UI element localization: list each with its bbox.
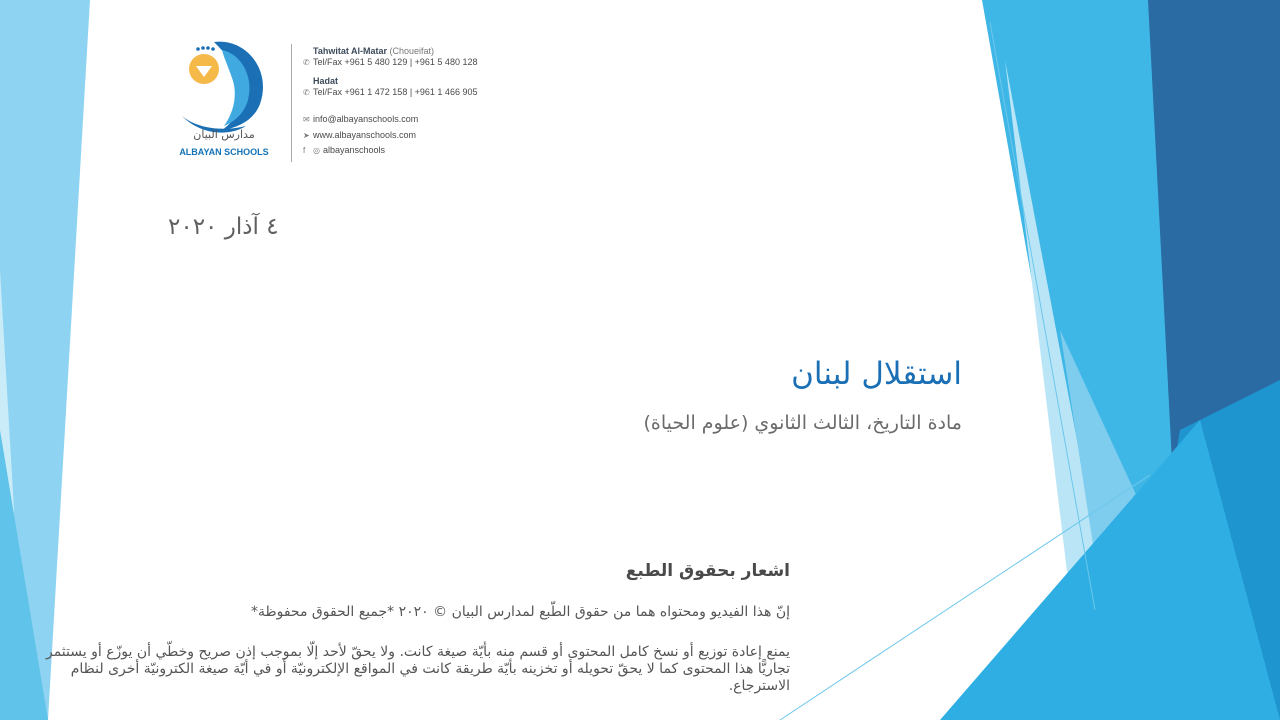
logo-english-name: ALBAYAN SCHOOLS bbox=[179, 147, 269, 157]
contact-email[interactable] bbox=[303, 114, 418, 125]
branch1-phone-text: Tel/Fax +961 5 480 129 | +961 5 480 128 bbox=[313, 57, 478, 67]
slide-title: استقلال لبنان bbox=[791, 356, 962, 392]
phone-icon: ✆ bbox=[303, 58, 310, 67]
copyright-line-1: إنّ هذا الفيديو ومحتواه هما من حقوق الطّبع لمدارس البيان © ٢٠٢٠ *جميع الحقوق محفوظة* bbox=[250, 604, 790, 620]
contact-branch2-phones bbox=[303, 87, 477, 98]
copyright-line-2: يمنع إعادة توزيع أو نسخ كامل المحتوى أو قسم منه بأيّة صيغة كانت. ولا يحقّ لأحد إلّا بموجب إذن صريح وخطّي أن يوزّع أو يستثمر تجاريًّا هذا المحتوى كما لا يحقّ تحويله أو تخزينه بأيّة طريقة كانت في المواقع الإلكترونيّة أو في أيّة صيغة الكترونيّة أخرى لنظام الاسترجاع. bbox=[45, 644, 790, 694]
logo-arabic-name: مدارس البيان bbox=[193, 128, 255, 141]
albayan-logo-icon bbox=[176, 36, 272, 162]
contact-website[interactable] bbox=[303, 130, 416, 141]
contact-social[interactable] bbox=[303, 145, 385, 156]
slide-date: ٤ آذار ٢٠٢٠ bbox=[168, 214, 279, 240]
email-text[interactable]: info@albayanschools.com bbox=[313, 114, 419, 124]
instagram-icon: ◎ bbox=[313, 146, 320, 155]
contact-branch1-title bbox=[303, 46, 434, 57]
social-text[interactable]: albayanschools bbox=[323, 145, 386, 155]
website-text[interactable]: www.albayanschools.com bbox=[313, 130, 417, 140]
header-divider bbox=[291, 44, 292, 162]
branch1-area: (Choueifat) bbox=[389, 46, 435, 56]
branch2-name: Hadat bbox=[313, 76, 339, 86]
branch2-phone-text: Tel/Fax +961 1 472 158 | +961 1 466 905 bbox=[313, 87, 478, 97]
slide-subtitle: مادة التاريخ، الثالث الثانوي (علوم الحياة) bbox=[643, 412, 962, 434]
branch1-name: Tahwitat Al-Matar bbox=[313, 46, 388, 56]
mail-icon: ✉ bbox=[303, 115, 310, 124]
contact-branch1-phones bbox=[303, 57, 477, 68]
contact-branch2-title bbox=[303, 76, 338, 87]
phone-icon: ✆ bbox=[303, 88, 310, 97]
cursor-icon: ➤ bbox=[303, 131, 310, 140]
copyright-heading: اشعار بحقوق الطبع bbox=[625, 561, 790, 581]
facebook-icon: f bbox=[303, 146, 306, 155]
